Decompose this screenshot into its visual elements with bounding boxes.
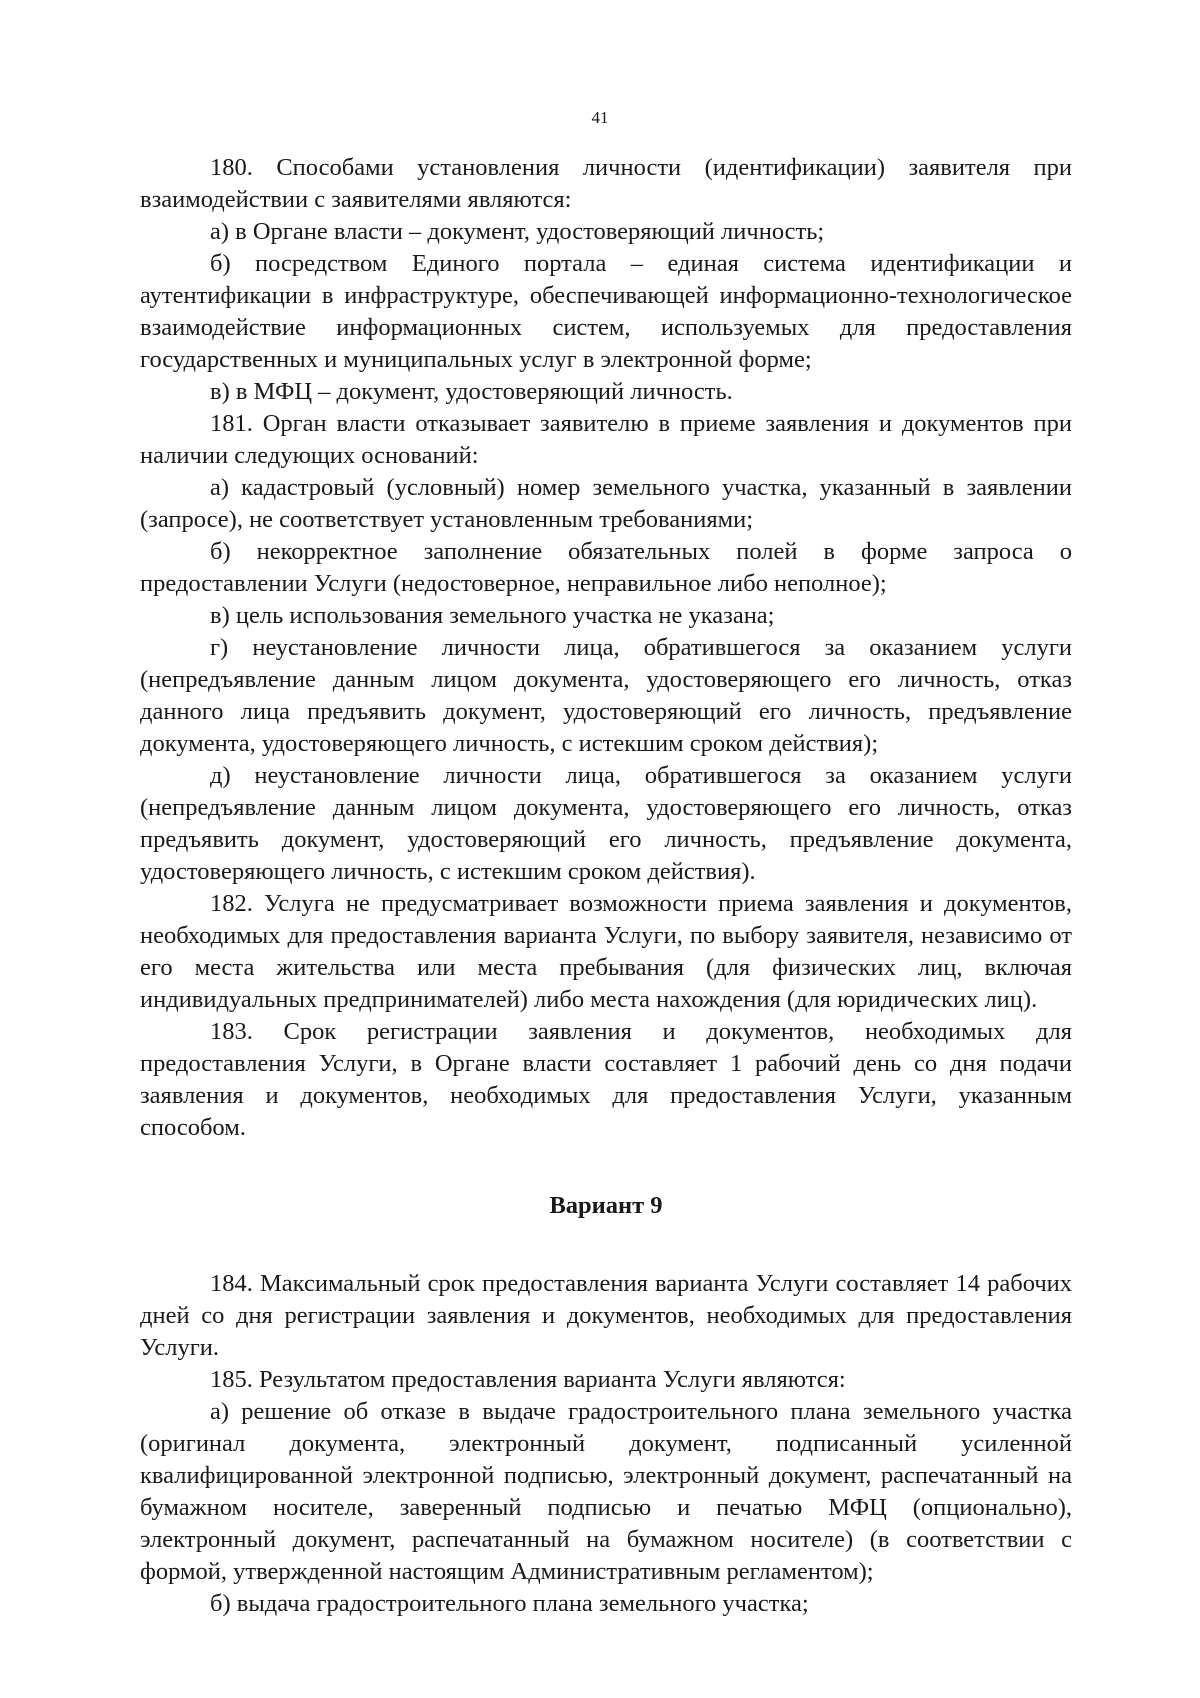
paragraph-185-a: а) решение об отказе в выдаче градостроительного плана земельного участка (оригинал документа, электронный документ, подписанный усиленной квалифицированной электронной подписью, электронный документ, распечатанный на бумажном носителе, заверенный подписью и печатью МФЦ (опционально), электронный документ, распечатанный на бумажном носителе) (в соответствии с формой, утвержденной настоящим Административным регламентом); bbox=[140, 1398, 1072, 1585]
paragraph-180-v: в) в МФЦ – документ, удостоверяющий личность. bbox=[210, 378, 733, 405]
section-heading-variant-9: Вариант 9 bbox=[549, 1192, 663, 1219]
page-number: 41 bbox=[591, 108, 609, 127]
document-body bbox=[140, 152, 1072, 1620]
paragraph-183: 183. Срок регистрации заявления и документов, необходимых для предоставления Услуги, в Органе власти составляет 1 рабочий день со дня подачи заявления и документов, необходимых для предоставления Услуги, указанным способом. bbox=[140, 1018, 1072, 1141]
paragraph-181-v: в) цель использования земельного участка не указана; bbox=[210, 602, 775, 629]
section-variant-9 bbox=[140, 1268, 1072, 1620]
paragraph-181-d: д) неустановление личности лица, обратившегося за оказанием услуги (непредъявление данным лицом документа, удостоверяющего его личность, отказ предъявить документ, удостоверяющий его личность, предъявление документа, удостоверяющего личность, с истекшим сроком действия). bbox=[140, 762, 1072, 885]
paragraph-185-b: б) выдача градостроительного плана земельного участка; bbox=[210, 1590, 809, 1617]
paragraph-184: 184. Максимальный срок предоставления варианта Услуги составляет 14 рабочих дней со дня регистрации заявления и документов, необходимых для предоставления Услуги. bbox=[140, 1270, 1072, 1361]
paragraph-181: 181. Орган власти отказывает заявителю в приеме заявления и документов при наличии следующих оснований: bbox=[140, 410, 1072, 469]
paragraph-182: 182. Услуга не предусматривает возможности приема заявления и документов, необходимых для предоставления варианта Услуги, по выбору заявителя, независимо от его места жительства или места пребывания (для физических лиц, включая индивидуальных предпринимателей) либо места нахождения (для юридических лиц). bbox=[140, 890, 1072, 1013]
paragraph-181-g: г) неустановление личности лица, обратившегося за оказанием услуги (непредъявление данным лицом документа, удостоверяющего его личность, отказ данного лица предъявить документ, удостоверяющий его личность, предъявление документа, удостоверяющего личность, с истекшим сроком действия); bbox=[140, 634, 1072, 757]
paragraph-180-a: а) в Органе власти – документ, удостоверяющий личность; bbox=[210, 218, 825, 245]
section-identification-and-refusal bbox=[140, 152, 1072, 1144]
paragraph-181-b: б) некорректное заполнение обязательных полей в форме запроса о предоставлении Услуги (недостоверное, неправильное либо неполное); bbox=[140, 538, 1072, 597]
paragraph-180-b: б) посредством Единого портала – единая система идентификации и аутентификации в инфраструктуре, обеспечивающей информационно-технологическое взаимодействие информационных систем, используемых для предоставления государственных и муниципальных услуг в электронной форме; bbox=[140, 250, 1072, 373]
paragraph-180: 180. Способами установления личности (идентификации) заявителя при взаимодействии с заявителями являются: bbox=[140, 154, 1072, 213]
paragraph-185: 185. Результатом предоставления варианта Услуги являются: bbox=[210, 1366, 846, 1393]
paragraph-181-a: а) кадастровый (условный) номер земельного участка, указанный в заявлении (запросе), не соответствует установленным требованиями; bbox=[140, 474, 1072, 533]
